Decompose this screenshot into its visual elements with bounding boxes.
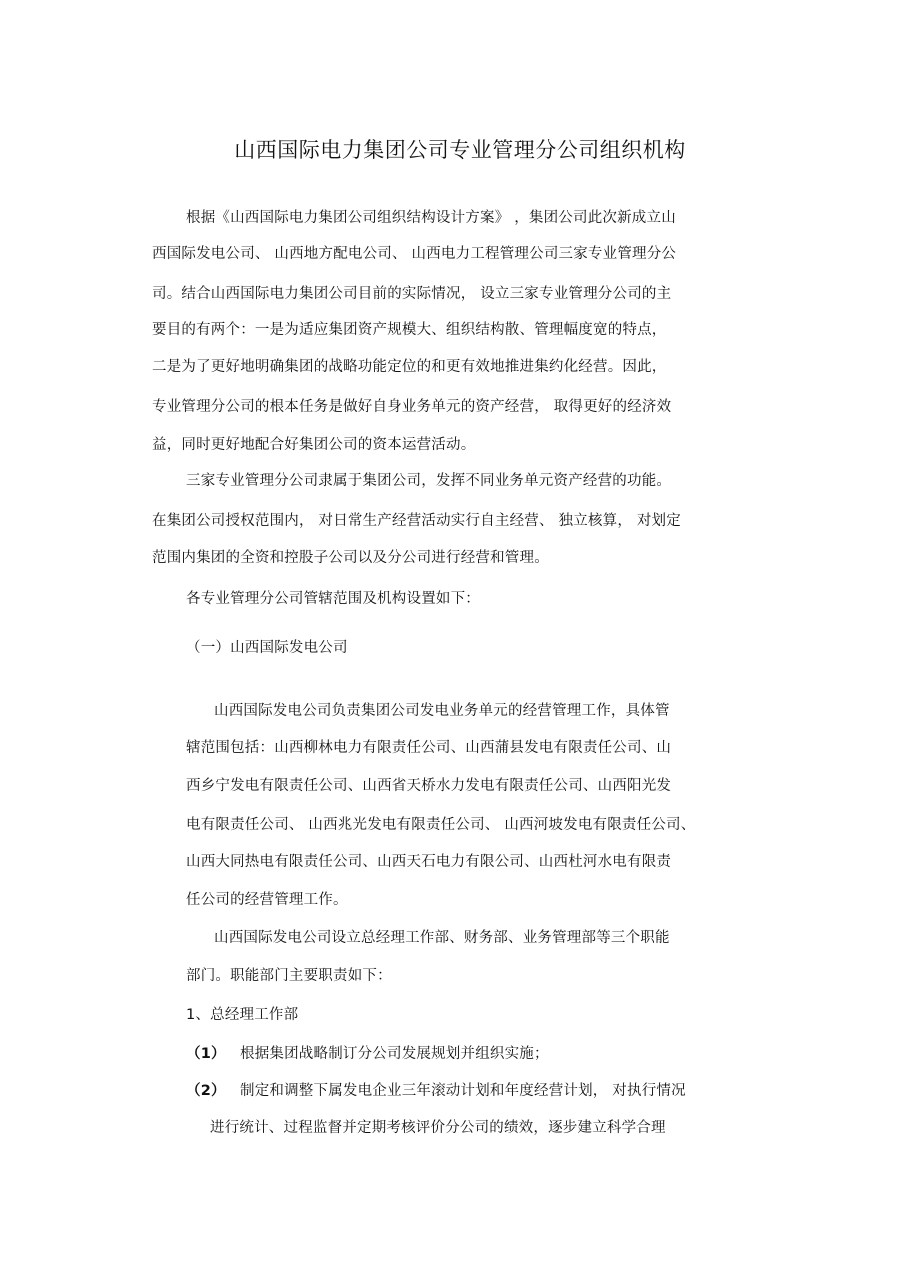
item-text-continued: 进行统计、过程监督并定期考核评价分公司的绩效，逐步建立科学合理 [210, 1120, 666, 1136]
paragraph-line: 山西国际发电公司负责集团公司发电业务单元的经营管理工作，具体管 [214, 703, 670, 719]
paragraph-line: 二是为了更好地明确集团的战略功能定位的和更有效地推进集约化经营。因此， [152, 359, 667, 375]
paragraph-line: 辖范围包括：山西柳林电力有限责任公司、山西蒲县发电有限责任公司、山 [186, 740, 672, 756]
section-heading: （一）山西国际发电公司 [186, 640, 348, 656]
paragraph-line: 各专业管理分公司管辖范围及机构设置如下： [186, 591, 480, 607]
paragraph-line: 根据《山西国际电力集团公司组织结构设计方案》 ，集团公司此次新成立山 [186, 210, 676, 226]
paragraph-line: 在集团公司授权范围内， 对日常生产经营活动实行自主经营、 独立核算， 对划定 [152, 513, 681, 529]
paragraph-line: 山西大同热电有限责任公司、山西天石电力有限公司、山西杜河水电有限责 [186, 854, 672, 870]
paragraph-line: 专业管理分公司的根本任务是做好自身业务单元的资产经营， 取得更好的经济效 [152, 399, 672, 415]
paragraph-line: 任公司的经营管理工作。 [186, 892, 348, 908]
item-text: 制定和调整下属发电企业三年滚动计划和年度经营计划， 对执行情况 [240, 1083, 686, 1099]
paragraph-line: 西国际发电公司、 山西地方配电公司、 山西电力工程管理公司三家专业管理分公 [152, 246, 677, 262]
paragraph-line: 山西国际发电公司设立总经理工作部、财务部、业务管理部等三个职能 [214, 930, 670, 946]
paragraph-line: 西乡宁发电有限责任公司、山西省天桥水力发电有限责任公司、山西阳光发 [186, 778, 672, 794]
paragraph-line: 范围内集团的全资和控股子公司以及分公司进行经营和管理。 [152, 550, 549, 566]
item-number: （1） [186, 1046, 226, 1062]
paragraph-line: 益，同时更好地配合好集团公司的资本运营活动。 [152, 437, 476, 453]
item-number: （2） [186, 1083, 226, 1099]
subsection-heading: 1、总经理工作部 [186, 1007, 299, 1023]
paragraph-line: 司。结合山西国际电力集团公司目前的实际情况， 设立三家专业管理分公司的主 [152, 286, 672, 302]
item-text: 根据集团战略制订分公司发展规划并组织实施； [240, 1046, 549, 1062]
paragraph-line: 电有限责任公司、 山西兆光发电有限责任公司、 山西河坡发电有限责任公司、 [186, 817, 696, 833]
document-title: 山西国际电力集团公司专业管理分公司组织机构 [234, 138, 686, 162]
paragraph-line: 要目的有两个：一是为适应集团资产规模大、组织结构散、管理幅度宽的特点， [152, 322, 667, 338]
paragraph-line: 三家专业管理分公司隶属于集团公司，发挥不同业务单元资产经营的功能。 [186, 473, 672, 489]
paragraph-line: 部门。职能部门主要职责如下： [186, 968, 392, 984]
